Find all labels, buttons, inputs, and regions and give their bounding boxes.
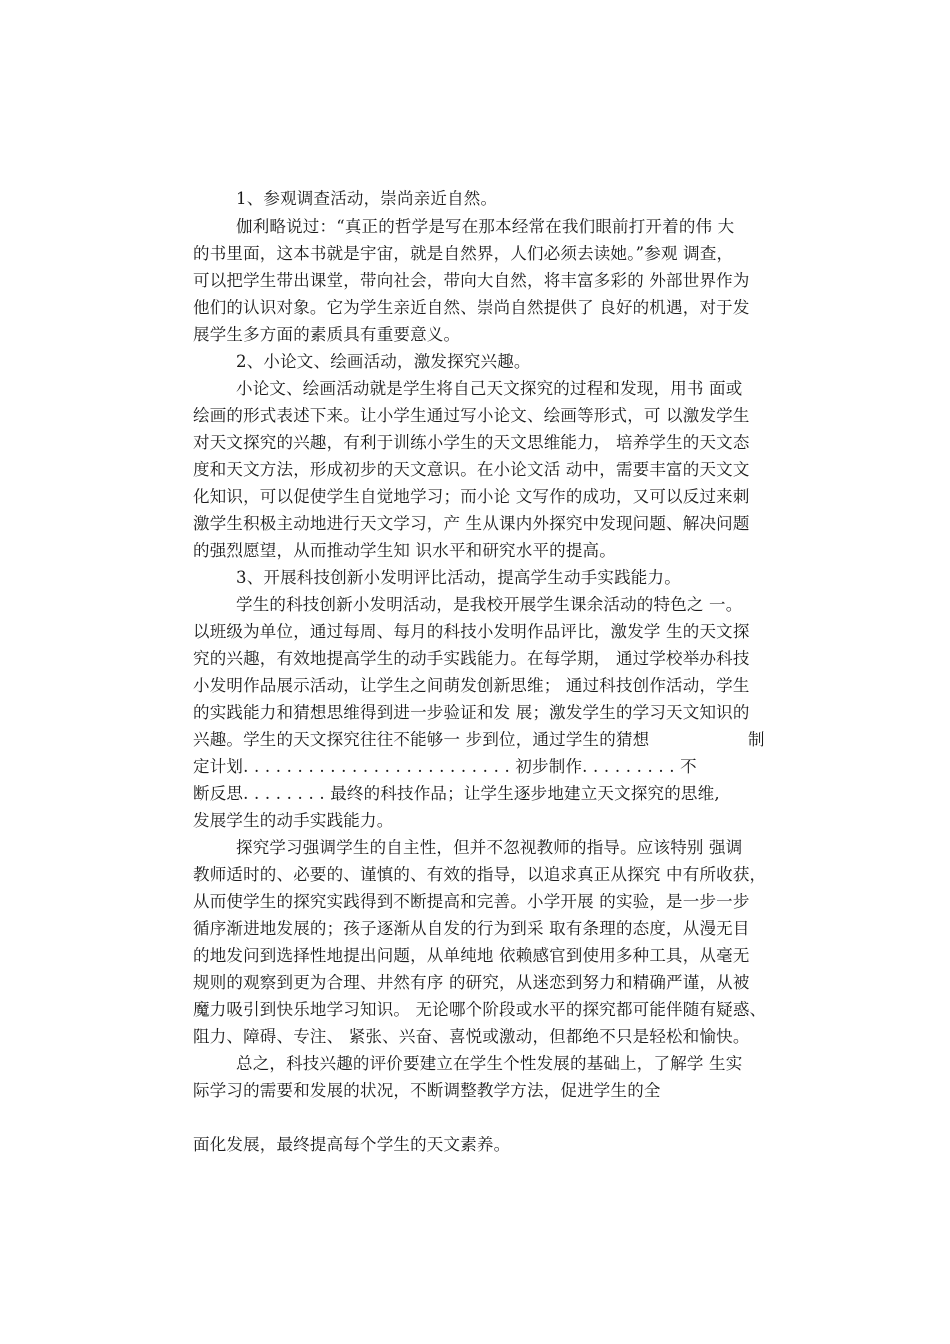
paragraph-line: 学生的科技创新小发明活动，是我校开展学生课余活动的特色之 一。 (236, 595, 743, 614)
paragraph-line: 绘画的形式表述下来。让小学生通过写小论文、绘画等形式，可 以激发学生 (193, 406, 750, 425)
paragraph-line: 断反思. . . . . . . . 最终的科技作品；让学生逐步地建立天文探究的思维, (193, 784, 720, 803)
paragraph-line: 教师适时的、必要的、谨慎的、有效的指导，以追求真正从探究 中有所收获， (193, 865, 767, 884)
paragraph-line: 化知识，可以促使学生自觉地学习；而小论 文写作的成功，又可以反过来刺 (193, 487, 750, 506)
paragraph-line: 从而使学生的探究实践得到不断提高和完善。小学开展 的实验，是一步一步 (193, 892, 750, 911)
paragraph-line: 展学生多方面的素质具有重要意义。 (193, 325, 461, 344)
paragraph-line: 他们的认识对象。它为学生亲近自然、崇尚自然提供了 良好的机遇，对于发 (193, 298, 750, 317)
paragraph-line: 小发明作品展示活动，让学生之间萌发创新思维； 通过科技创作活动，学生 (193, 676, 750, 695)
paragraph-line: 小论文、绘画活动就是学生将自己天文探究的过程和发现，用书 面或 (236, 379, 743, 398)
paragraph-line: 的强烈愿望，从而推动学生知 识水平和研究水平的提高。 (193, 541, 616, 560)
paragraph-line: 兴趣。学生的天文探究往往不能够一 步到位，通过学生的猜想 (193, 730, 650, 749)
paragraph-line: 度和天文方法，形成初步的天文意识。在小论文活 动中，需要丰富的天文文 (193, 460, 750, 479)
paragraph-line: 循序渐进地发展的；孩子逐渐从自发的行为到采 取有条理的态度，从漫无目 (193, 919, 750, 938)
paragraph-line: 的书里面，这本书就是宇宙，就是自然界，人们必须去读她。”参观 调查， (193, 244, 734, 263)
paragraph-line: 总之，科技兴趣的评价要建立在学生个性发展的基础上，了解学 生实 (236, 1054, 743, 1073)
paragraph-line: 激学生积极主动地进行天文学习，产 生从课内外探究中发现问题、解决问题 (193, 514, 750, 533)
paragraph-line: 伽利略说过：“真正的哲学是写在那本经常在我们眼前打开着的伟 大 (236, 217, 735, 236)
paragraph-line: 的地发问到选择性地提出问题，从单纯地 依赖感官到使用多种工具，从毫无 (193, 946, 750, 965)
paragraph-line: 的实践能力和猜想思维得到进一步验证和发 展；激发学生的学习天文知识的 (193, 703, 750, 722)
heading-2: 2、小论文、绘画活动，激发探究兴趣。 (236, 352, 531, 371)
paragraph-line: 究的兴趣，有效地提高学生的动手实践能力。在每学期， 通过学校举办科技 (193, 649, 750, 668)
paragraph-line: 探究学习强调学生的自主性，但并不忽视教师的指导。应该特别 强调 (236, 838, 743, 857)
paragraph-line: 定计划. . . . . . . . . . . . . . . . . . . . . . . . . 初步制作. . . . . . . . . 不 (193, 757, 697, 776)
paragraph-line: 际学习的需要和发展的状况，不断调整教学方法，促进学生的全 (193, 1081, 661, 1100)
paragraph-line: 规则的观察到更为合理、井然有序 的研究，从迷恋到努力和精确严谨，从被 (193, 973, 750, 992)
paragraph-line-fragment: 制 (748, 730, 765, 749)
paragraph-line: 发展学生的动手实践能力。 (193, 811, 394, 830)
paragraph-line: 对天文探究的兴趣，有利于训练小学生的天文思维能力， 培养学生的天文态 (193, 433, 750, 452)
paragraph-line: 魔力吸引到快乐地学习知识。 无论哪个阶段或水平的探究都可能伴随有疑惑、 (193, 1000, 767, 1019)
heading-1: 1、参观调查活动，崇尚亲近自然。 (236, 189, 498, 208)
paragraph-line: 以班级为单位，通过每周、每月的科技小发明作品评比，激发学 生的天文探 (193, 622, 750, 641)
paragraph-line: 阻力、障碍、专注、 紧张、兴奋、喜悦或激动，但都绝不只是轻松和愉快。 (193, 1027, 750, 1046)
paragraph-line: 面化发展，最终提高每个学生的天文素养。 (193, 1135, 511, 1154)
heading-3: 3、开展科技创新小发明评比活动，提高学生动手实践能力。 (236, 568, 681, 587)
paragraph-line: 可以把学生带出课堂，带向社会，带向大自然，将丰富多彩的 外部世界作为 (193, 271, 750, 290)
